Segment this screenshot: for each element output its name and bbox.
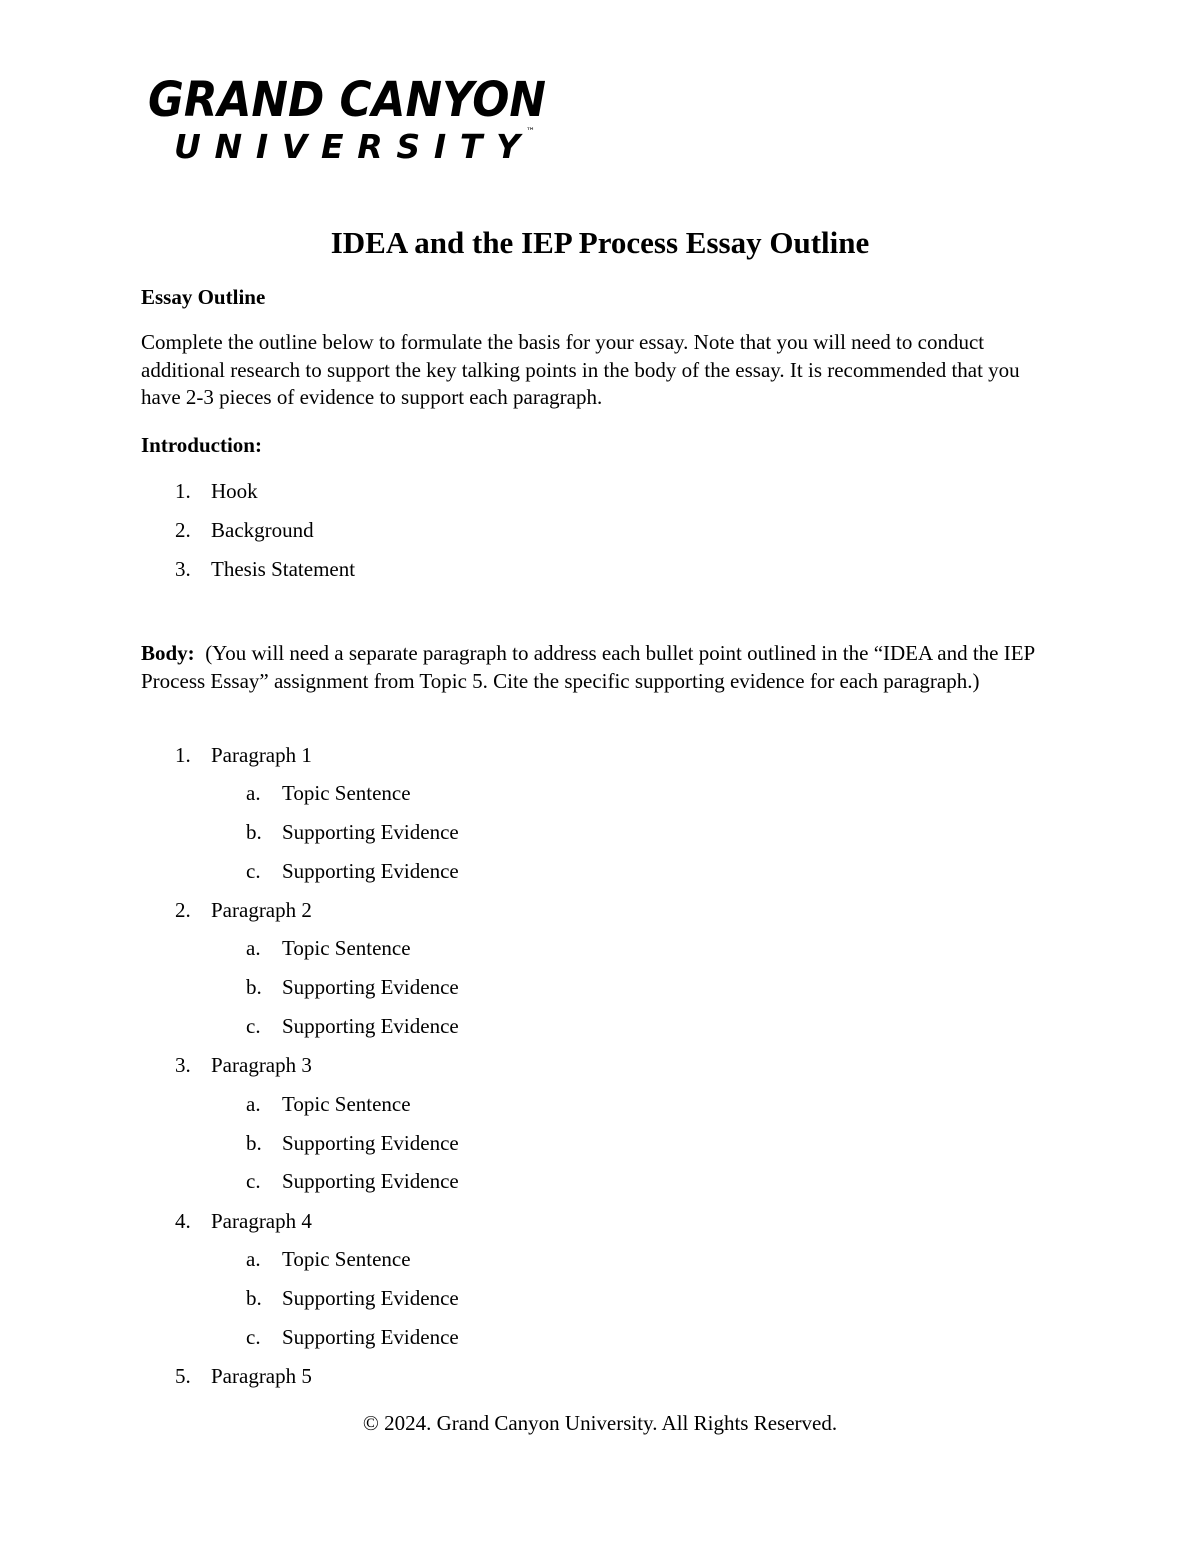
- list-number: 3.: [175, 1053, 191, 1077]
- sub-list-item-text: Topic Sentence: [282, 1092, 411, 1116]
- list-letter: a.: [246, 781, 261, 805]
- sub-list-item-text: Topic Sentence: [282, 781, 411, 805]
- list-item-text: Background: [211, 518, 314, 542]
- instructions-paragraph: Complete the outline below to formulate the basis for your essay. Note that you will need to conduct additional research to support the key talking points in the body of the essay. It is recommended that you have 2-3 pieces of evidence to support each paragraph.: [141, 330, 1020, 409]
- introduction-heading: Introduction:: [141, 433, 262, 457]
- sub-list-item-text: Supporting Evidence: [282, 1169, 459, 1193]
- list-letter: b.: [246, 1131, 262, 1155]
- list-number: 2.: [175, 518, 191, 542]
- list-number: 1.: [175, 743, 191, 767]
- list-number: 1.: [175, 479, 191, 503]
- list-letter: c.: [246, 1014, 261, 1038]
- list-letter: b.: [246, 975, 262, 999]
- essay-outline-heading: Essay Outline: [141, 285, 266, 309]
- body-paragraph: [141, 640, 1061, 695]
- sub-list-item-text: Supporting Evidence: [282, 975, 459, 999]
- list-item-text: Thesis Statement: [211, 557, 356, 581]
- list-letter: c.: [246, 859, 261, 883]
- copyright-footer: © 2024. Grand Canyon University. All Rights Reserved.: [362, 1411, 838, 1435]
- list-item-text: Paragraph 3: [211, 1053, 312, 1077]
- list-number: 5.: [175, 1364, 191, 1388]
- sub-list-item-text: Topic Sentence: [282, 1247, 411, 1271]
- list-letter: a.: [246, 1247, 261, 1271]
- body-heading: Body:: [141, 641, 195, 665]
- logo-line-2: UNIVERSITY: [174, 127, 520, 164]
- sub-list-item-text: Supporting Evidence: [282, 820, 459, 844]
- sub-list-item-text: Supporting Evidence: [282, 1286, 459, 1310]
- logo-line-1: GRAND CANYON: [148, 72, 546, 128]
- logo-trademark: ™: [526, 127, 535, 137]
- sub-list-item-text: Topic Sentence: [282, 936, 411, 960]
- list-letter: b.: [246, 820, 262, 844]
- list-letter: a.: [246, 936, 261, 960]
- sub-list-item-text: Supporting Evidence: [282, 1131, 459, 1155]
- list-number: 3.: [175, 557, 191, 581]
- list-letter: c.: [246, 1325, 261, 1349]
- list-item-text: Paragraph 1: [211, 743, 312, 767]
- list-letter: b.: [246, 1286, 262, 1310]
- body-note: (You will need a separate paragraph to address each bullet point outlined in the “IDEA and the IEP Process Essay” assignment from Topic 5. Cite the specific supporting evidence for each paragraph.): [141, 641, 1035, 693]
- list-number: 4.: [175, 1209, 191, 1233]
- list-item-text: Paragraph 2: [211, 898, 312, 922]
- sub-list-item-text: Supporting Evidence: [282, 1325, 459, 1349]
- list-letter: a.: [246, 1092, 261, 1116]
- list-item-text: Paragraph 5: [211, 1364, 312, 1388]
- document-title: IDEA and the IEP Process Essay Outline: [330, 225, 870, 260]
- list-item-text: Hook: [211, 479, 258, 503]
- sub-list-item-text: Supporting Evidence: [282, 1014, 459, 1038]
- list-item-text: Paragraph 4: [211, 1209, 312, 1233]
- list-letter: c.: [246, 1169, 261, 1193]
- university-logo: [146, 72, 556, 164]
- list-number: 2.: [175, 898, 191, 922]
- logo-graphic: [146, 72, 556, 164]
- sub-list-item-text: Supporting Evidence: [282, 859, 459, 883]
